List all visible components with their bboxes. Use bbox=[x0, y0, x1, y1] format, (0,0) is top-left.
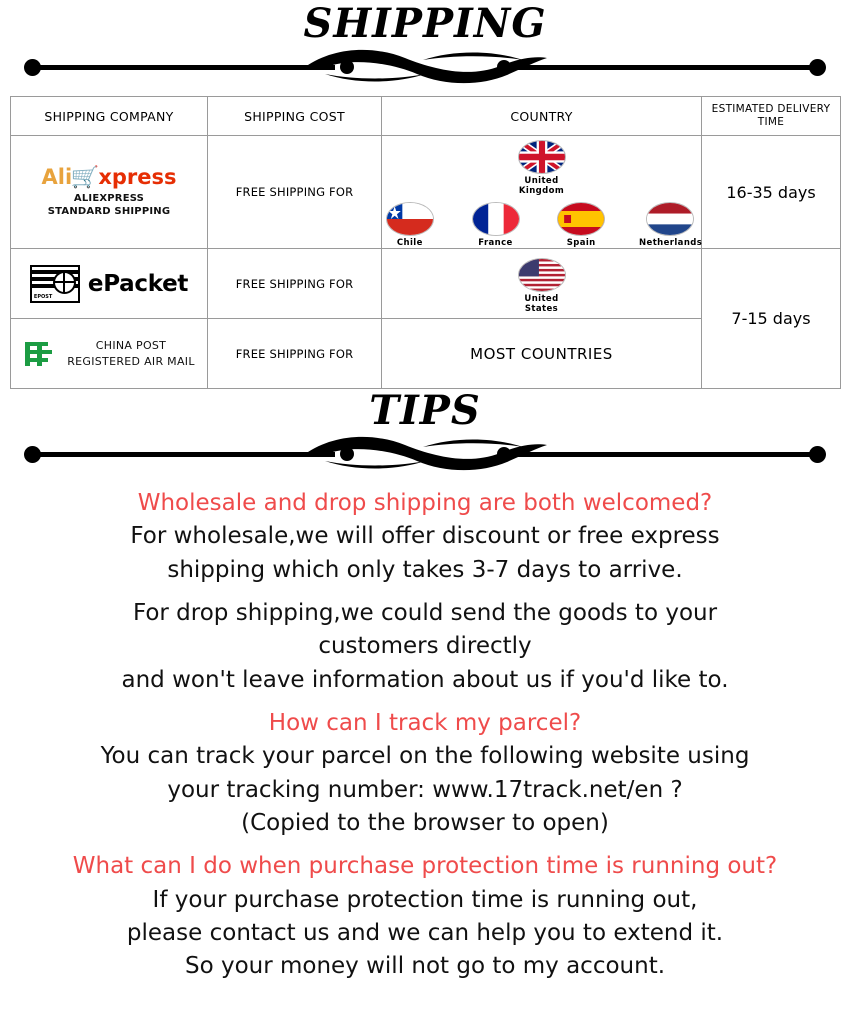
tip-answer-line: For drop shipping,we could send the goods to your bbox=[132, 600, 718, 627]
uk-flag-icon bbox=[518, 140, 566, 174]
flag-item-france bbox=[468, 202, 524, 248]
china-post-logo-icon bbox=[23, 339, 57, 369]
epacket-badge-text: EPOST bbox=[33, 293, 53, 300]
ornamental-divider bbox=[10, 44, 840, 90]
table-header-row bbox=[11, 97, 841, 136]
tip-answer-line: shipping which only takes 3-7 days to arrive. bbox=[167, 556, 683, 583]
table-row bbox=[11, 136, 841, 249]
china-post-name-line1: CHINA POST bbox=[95, 338, 167, 352]
flag-caption: Spain bbox=[566, 238, 596, 248]
shipping-heading: SHIPPING bbox=[303, 0, 547, 47]
aliexpress-name-line1: ALIEXPRESS bbox=[73, 192, 145, 204]
tip-block-tracking bbox=[10, 707, 840, 840]
divider-dot-mid-right bbox=[497, 447, 511, 461]
divider-dot-mid-left bbox=[340, 447, 354, 461]
flag-group-top bbox=[382, 258, 701, 314]
cell-country-epacket bbox=[382, 249, 702, 319]
table-header bbox=[11, 97, 841, 136]
tip-question: How can I track my parcel? bbox=[268, 710, 582, 737]
flag-caption: United States bbox=[524, 293, 559, 314]
cell-company-epacket bbox=[11, 249, 208, 319]
cell-eta-aliexpress: 16-35 days bbox=[702, 136, 841, 249]
flag-item-netherlands bbox=[639, 202, 701, 248]
cell-company-aliexpress bbox=[11, 136, 208, 249]
header-estimated-delivery-time: ESTIMATED DELIVERY TIME bbox=[702, 97, 841, 136]
epacket-logo-icon bbox=[30, 265, 80, 303]
ornamental-divider-2 bbox=[10, 431, 840, 477]
divider-swirl-icon bbox=[295, 44, 555, 90]
header-country: COUNTRY bbox=[382, 97, 702, 136]
tip-answer-line: You can track your parcel on the following website using bbox=[100, 743, 750, 770]
usa-flag-icon bbox=[518, 258, 566, 292]
flag-caption: France bbox=[478, 238, 513, 248]
cell-company-chinapost bbox=[11, 319, 208, 389]
tip-answer-line: For wholesale,we will offer discount or free express bbox=[130, 523, 720, 550]
cell-cost-epacket: FREE SHIPPING FOR bbox=[208, 249, 382, 319]
cell-eta-epacket-chinapost: 7-15 days bbox=[702, 249, 841, 389]
header-shipping-cost: SHIPPING COST bbox=[208, 97, 382, 136]
france-flag-icon bbox=[472, 202, 520, 236]
divider-dot-mid-right bbox=[497, 60, 511, 74]
flag-group-bottom bbox=[382, 202, 701, 248]
spain-flag-icon bbox=[557, 202, 605, 236]
chile-flag-icon bbox=[386, 202, 434, 236]
tip-answer-line: So your money will not go to my account. bbox=[184, 953, 666, 980]
cell-country-aliexpress bbox=[382, 136, 702, 249]
tip-question: What can I do when purchase protection time is running out? bbox=[72, 853, 778, 880]
tips-content bbox=[10, 487, 840, 984]
shipping-table-container bbox=[10, 96, 840, 389]
tips-heading: TIPS bbox=[369, 387, 481, 434]
divider-dot-mid-left bbox=[340, 60, 354, 74]
flag-item-chile bbox=[382, 202, 438, 248]
divider-dot-right bbox=[809, 59, 826, 76]
tip-answer-line: If your purchase protection time is running out, bbox=[152, 886, 698, 913]
flag-caption: Netherlands bbox=[639, 238, 703, 248]
aliexpress-name-line2: STANDARD SHIPPING bbox=[47, 205, 171, 217]
tip-block-wholesale bbox=[10, 487, 840, 587]
divider-swirl-icon bbox=[295, 431, 555, 477]
cell-country-chinapost: MOST COUNTRIES bbox=[382, 319, 702, 389]
cell-cost-chinapost: FREE SHIPPING FOR bbox=[208, 319, 382, 389]
tip-answer-line: and won't leave information about us if you'd like to. bbox=[121, 666, 729, 693]
aliexpress-logo-icon: Ali🛒xpress bbox=[41, 164, 177, 189]
epacket-name: ePacket bbox=[87, 270, 189, 297]
flag-item-united-kingdom bbox=[511, 140, 573, 196]
tip-answer-line: please contact us and we can help you to extend it. bbox=[126, 920, 724, 947]
flag-caption: United Kingdom bbox=[518, 176, 565, 196]
flag-item-spain bbox=[553, 202, 609, 248]
tip-block-purchase-protection bbox=[10, 850, 840, 983]
tip-question: Wholesale and drop shipping are both welcomed? bbox=[137, 490, 713, 516]
divider-dot-right bbox=[809, 446, 826, 463]
flag-caption: Chile bbox=[396, 238, 423, 248]
header-shipping-company: SHIPPING COMPANY bbox=[11, 97, 208, 136]
table-row bbox=[11, 249, 841, 319]
flag-item-united-states bbox=[511, 258, 573, 314]
cell-cost-aliexpress: FREE SHIPPING FOR bbox=[208, 136, 382, 249]
shipping-table bbox=[10, 96, 841, 389]
china-post-name-line2: REGISTERED AIR MAIL bbox=[67, 354, 195, 368]
tip-answer-line: your tracking number: www.17track.net/en ? bbox=[167, 776, 683, 803]
flag-group-top bbox=[382, 140, 701, 196]
divider-dot-left bbox=[24, 446, 41, 463]
divider-dot-left bbox=[24, 59, 41, 76]
tip-answer-line: customers directly bbox=[318, 633, 532, 660]
tip-block-dropshipping bbox=[10, 597, 840, 697]
tip-answer-line: (Copied to the browser to open) bbox=[241, 810, 609, 837]
netherlands-flag-icon bbox=[646, 202, 694, 236]
